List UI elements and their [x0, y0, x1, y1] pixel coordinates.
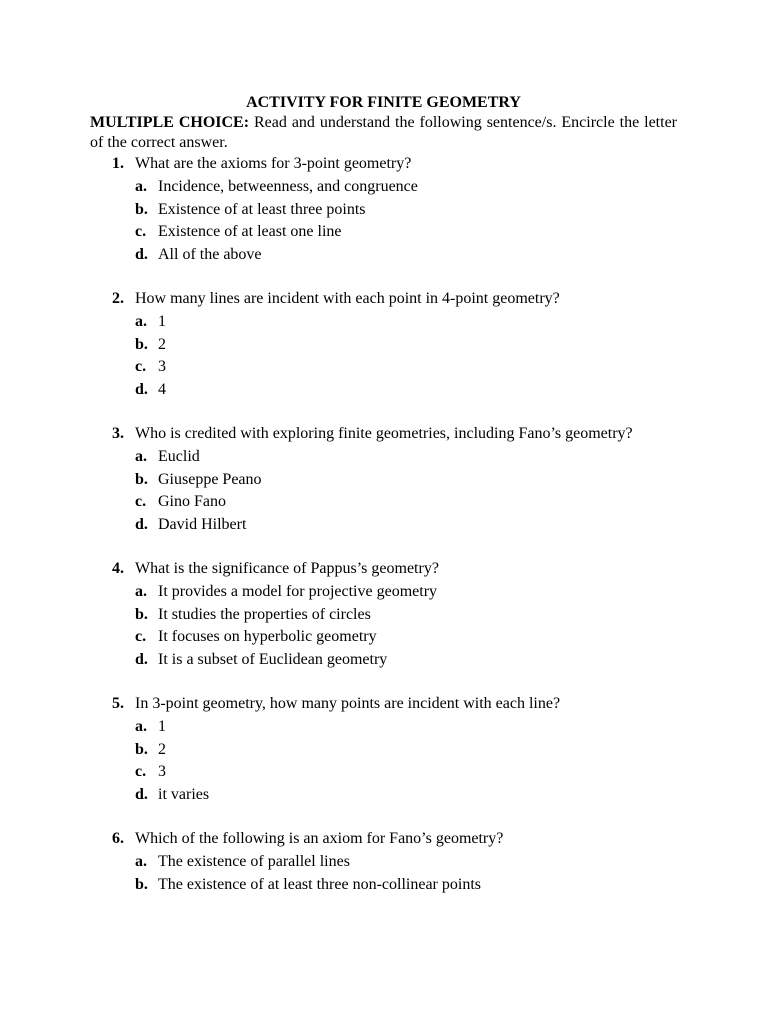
choice-item [90, 469, 677, 492]
choice-item [90, 334, 677, 357]
question-text: What are the axioms for 3-point geometry? [135, 155, 412, 172]
instructions-text: Read and understand the following sentence/s. Encircle the letter of the correct answer. [90, 114, 678, 151]
choice-text: 1 [158, 718, 166, 735]
choice-item [90, 716, 677, 739]
choice-letter: a. [135, 583, 147, 600]
choice-letter: c. [135, 358, 147, 375]
choice-item [90, 604, 677, 627]
choice-letter: d. [135, 245, 148, 263]
choice-item [90, 649, 677, 672]
spacer [90, 401, 677, 423]
choice-text: 1 [158, 313, 166, 330]
question-row [90, 423, 677, 445]
choice-letter: d. [135, 515, 148, 533]
question-number: 3. [112, 425, 124, 442]
question-text: Who is credited with exploring finite geometries, including Fano’s geometry? [135, 425, 633, 442]
spacer [90, 266, 677, 288]
choice-text: Gino Fano [158, 493, 226, 510]
choice-item [90, 356, 677, 379]
choice-letter: a. [135, 313, 147, 330]
choice-list [90, 581, 677, 671]
choice-list [90, 176, 677, 266]
spacer [90, 671, 677, 693]
choice-text: Giuseppe Peano [158, 470, 262, 488]
question-number: 6. [112, 830, 124, 847]
question-1 [90, 153, 677, 266]
choice-letter: a. [135, 178, 147, 195]
choice-text: 4 [158, 380, 166, 398]
choice-text: David Hilbert [158, 515, 247, 533]
choice-letter: a. [135, 853, 147, 870]
question-row [90, 828, 677, 850]
choice-text: Existence of at least three points [158, 200, 366, 218]
choice-text: It focuses on hyperbolic geometry [158, 628, 377, 645]
choice-item [90, 739, 677, 762]
choice-item [90, 379, 677, 402]
choice-item [90, 491, 677, 514]
instructions-lead: MULTIPLE CHOICE: [90, 114, 250, 131]
choice-text: Euclid [158, 448, 200, 465]
choice-item [90, 446, 677, 469]
choice-letter: a. [135, 718, 147, 735]
choice-list [90, 446, 677, 536]
choice-text: Existence of at least one line [158, 223, 342, 240]
question-row [90, 693, 677, 715]
question-text: How many lines are incident with each point in 4-point geometry? [135, 290, 560, 307]
instructions [90, 113, 677, 153]
choice-item [90, 199, 677, 222]
question-number: 2. [112, 290, 124, 307]
question-6 [90, 828, 677, 896]
choice-text: 2 [158, 335, 166, 353]
question-5 [90, 693, 677, 806]
choice-letter: c. [135, 223, 147, 240]
choice-text: The existence of parallel lines [158, 853, 350, 870]
choice-letter: d. [135, 380, 148, 398]
document-page [90, 93, 677, 896]
choice-item [90, 784, 677, 807]
question-number: 5. [112, 695, 124, 712]
question-row [90, 288, 677, 310]
question-4 [90, 558, 677, 671]
spacer [90, 536, 677, 558]
choice-letter: c. [135, 628, 147, 645]
choice-letter: b. [135, 200, 148, 218]
question-row [90, 558, 677, 580]
choice-letter: d. [135, 785, 148, 803]
choice-text: It studies the properties of circles [158, 605, 371, 623]
choice-text: The existence of at least three non-collinear points [158, 875, 481, 893]
choice-letter: b. [135, 605, 148, 623]
question-number: 1. [112, 155, 124, 172]
question-row [90, 153, 677, 175]
choice-letter: b. [135, 875, 148, 893]
spacer [90, 806, 677, 828]
choice-letter: b. [135, 740, 148, 758]
choice-list [90, 716, 677, 806]
document-title: ACTIVITY FOR FINITE GEOMETRY [246, 94, 521, 111]
question-text: What is the significance of Pappus’s geometry? [135, 560, 439, 577]
choice-list [90, 311, 677, 401]
choice-letter: d. [135, 650, 148, 668]
choice-letter: b. [135, 335, 148, 353]
choice-letter: b. [135, 470, 148, 488]
choice-item [90, 581, 677, 604]
choice-text: It provides a model for projective geometry [158, 583, 438, 600]
choice-letter: c. [135, 493, 147, 510]
choice-item [90, 626, 677, 649]
choice-letter: a. [135, 448, 147, 465]
question-3 [90, 423, 677, 536]
question-text: In 3-point geometry, how many points are incident with each line? [135, 695, 561, 712]
choice-item [90, 761, 677, 784]
question-text: Which of the following is an axiom for Fano’s geometry? [135, 830, 504, 847]
choice-text: 3 [158, 763, 166, 780]
choice-item [90, 244, 677, 267]
choice-text: 2 [158, 740, 166, 758]
choice-text: it varies [158, 785, 210, 803]
choice-item [90, 311, 677, 334]
choice-item [90, 176, 677, 199]
choice-item [90, 874, 677, 897]
choice-letter: c. [135, 763, 147, 780]
choice-item [90, 221, 677, 244]
choice-text: 3 [158, 358, 166, 375]
choice-item [90, 851, 677, 874]
choice-text: It is a subset of Euclidean geometry [158, 650, 388, 668]
choice-item [90, 514, 677, 537]
question-number: 4. [112, 560, 124, 577]
choice-text: All of the above [158, 245, 262, 263]
choice-text: Incidence, betweenness, and congruence [158, 178, 418, 195]
choice-list [90, 851, 677, 896]
question-2 [90, 288, 677, 401]
